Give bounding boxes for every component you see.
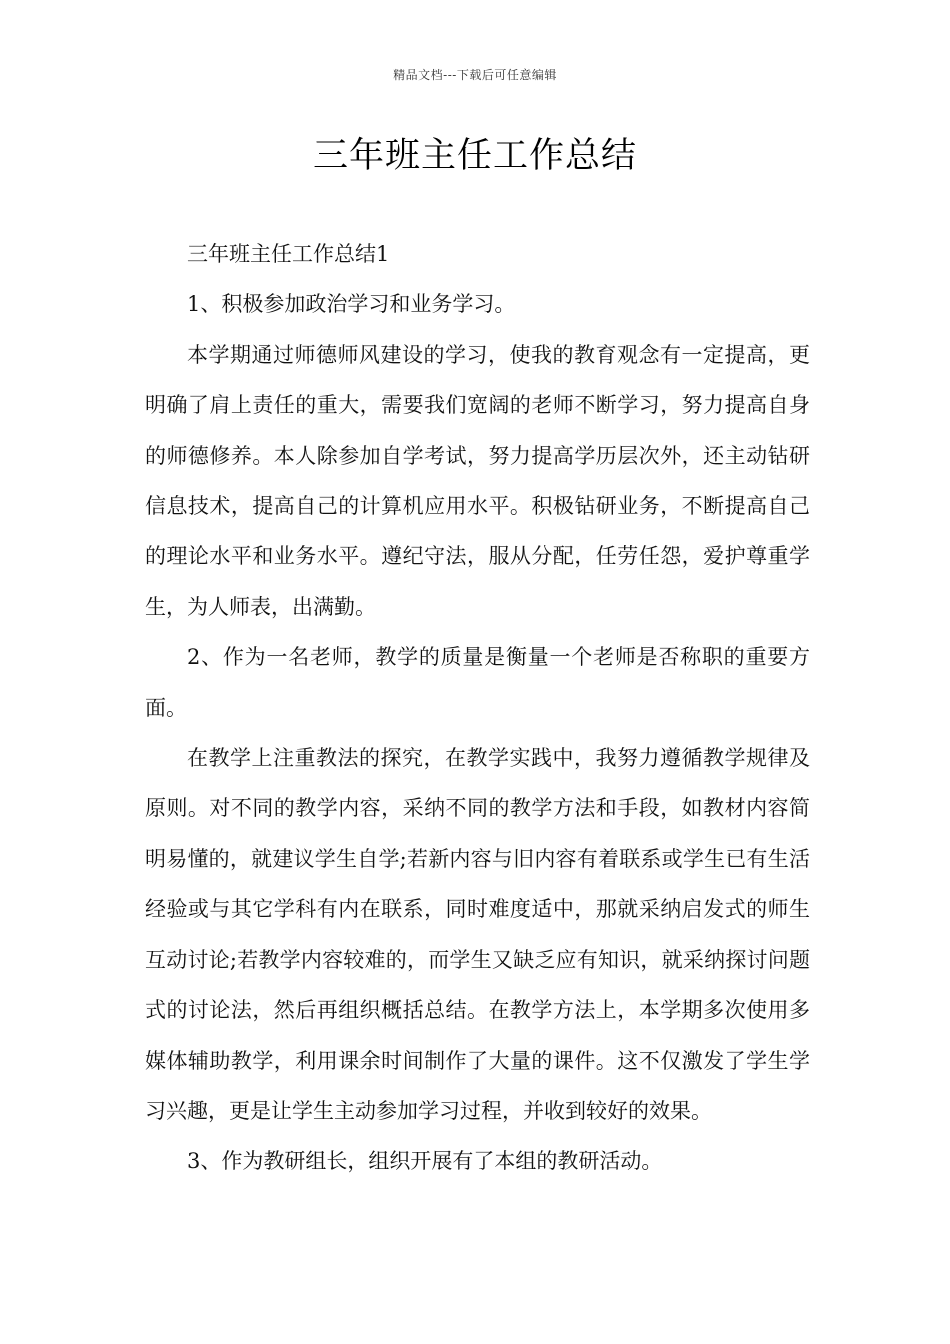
paragraph: 本学期通过师德师风建设的学习，使我的教育观念有一定提高，更明确了肩上责任的重大，需要我们宽阔的老师不断学习，努力提高自身的师德修养。本人除参加自学考试，努力提高学历层次外，还主动钻研信息技术，提高自己的计算机应用水平。积极钻研业务，不断提高自己的理论水平和业务水平。遵纪守法，服从分配，任劳任怨，爱护尊重学生，为人师表，出满勤。 — [145, 342, 810, 619]
paragraph-item-3: 3、作为教研组长，组织开展有了本组的教研活动。 — [187, 1149, 663, 1174]
paragraph-item-1: 1、积极参加政治学习和业务学习。 — [187, 292, 516, 317]
paragraph-item-2: 2、作为一名老师，教学的质量是衡量一个老师是否称职的重要方面。 — [145, 645, 810, 720]
document-body — [145, 229, 810, 1187]
paragraph: 在教学上注重教法的探究，在教学实践中，我努力遵循教学规律及原则。对不同的教学内容，采纳不同的教学方法和手段，如教材内容简明易懂的，就建议学生自学;若新内容与旧内容有着联系或学生已有生活经验或与其它学科有内在联系，同时难度适中，那就采纳启发式的师生互动讨论;若教学内容较难的，而学生又缺乏应有知识，就采纳探讨问题式的讨论法，然后再组织概括总结。在教学方法上，本学期多次使用多媒体辅助教学，利用课余时间制作了大量的课件。这不仅激发了学生学习兴趣，更是让学生主动参加学习过程，并收到较好的效果。 — [145, 746, 810, 1123]
section-heading: 三年班主任工作总结1 — [187, 242, 390, 266]
header-note: 精品文档---下载后可任意编辑 — [393, 68, 557, 82]
document-title: 三年班主任工作总结 — [312, 136, 637, 176]
